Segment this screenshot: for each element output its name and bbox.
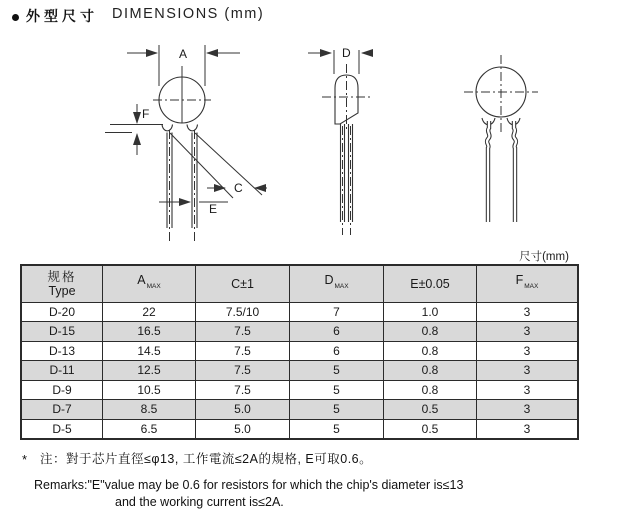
- col-header-3: $D_{MAX}$: [290, 265, 384, 302]
- dim-label-a: A: [179, 47, 188, 61]
- cell-value: 7.5: [196, 361, 290, 381]
- cell-value: 7.5: [196, 380, 290, 400]
- cell-value: 3: [477, 380, 579, 400]
- cell-value: 7: [290, 302, 384, 322]
- cell-value: 5: [290, 380, 384, 400]
- table-row: [21, 400, 578, 420]
- page-title-en: DIMENSIONS (mm): [112, 6, 265, 22]
- cell-value: 5.0: [196, 400, 290, 420]
- dim-label-e: E: [209, 202, 218, 216]
- cell-value: 16.5: [103, 322, 196, 342]
- cell-value: 7.5: [196, 341, 290, 361]
- cell-value: 8.5: [103, 400, 196, 420]
- cell-value: 6.5: [103, 419, 196, 439]
- table-row: [21, 302, 578, 322]
- table-row: [21, 419, 578, 439]
- cell-value: 22: [103, 302, 196, 322]
- remarks-line1: Remarks:"E"value may be 0.6 for resistors for which the chip's diameter is≤13: [34, 478, 464, 492]
- cell-type: D-15: [21, 322, 103, 342]
- col-header-4: E±0.05: [384, 265, 477, 302]
- cell-value: 3: [477, 361, 579, 381]
- cell-value: 6: [290, 322, 384, 342]
- cell-value: 0.8: [384, 322, 477, 342]
- table-row: [21, 322, 578, 342]
- note-chinese: 注：對于芯片直徑≤φ13, 工作電流≤2A的規格, E可取0.6。: [40, 452, 373, 466]
- cell-type: D-20: [21, 302, 103, 322]
- cell-value: 0.8: [384, 380, 477, 400]
- cell-value: 0.5: [384, 400, 477, 420]
- dimensions-table: [20, 264, 579, 440]
- cell-value: 0.5: [384, 419, 477, 439]
- cell-type: D-11: [21, 361, 103, 381]
- cell-value: 3: [477, 302, 579, 322]
- cell-value: 12.5: [103, 361, 196, 381]
- cell-value: 3: [477, 419, 579, 439]
- dim-label-f: F: [142, 107, 150, 121]
- table-unit-label: 尺寸(mm): [519, 251, 569, 263]
- cell-value: 3: [477, 341, 579, 361]
- table-row: [21, 341, 578, 361]
- table-row: [21, 361, 578, 381]
- cell-value: 10.5: [103, 380, 196, 400]
- remarks-line2: and the working current is≤2A.: [115, 495, 284, 509]
- cell-value: 5: [290, 419, 384, 439]
- dim-label-c: C: [234, 181, 243, 195]
- cell-type: D-9: [21, 380, 103, 400]
- cell-type: D-13: [21, 341, 103, 361]
- cell-type: D-5: [21, 419, 103, 439]
- cell-value: 5.0: [196, 419, 290, 439]
- bullet-icon: [12, 14, 19, 21]
- cell-value: 7.5/10: [196, 302, 290, 322]
- front-view-drawing: [95, 36, 305, 248]
- note-asterisk: *: [22, 452, 28, 467]
- dim-label-d: D: [342, 46, 351, 60]
- cell-value: 3: [477, 322, 579, 342]
- cell-value: 0.8: [384, 361, 477, 381]
- cell-value: 5: [290, 400, 384, 420]
- kinked-lead-view-drawing: [437, 36, 597, 248]
- col-header-1: $A_{MAX}$: [103, 265, 196, 302]
- col-header-0: 规格 Type: [21, 265, 103, 302]
- side-view-drawing: [300, 36, 410, 248]
- cell-type: D-7: [21, 400, 103, 420]
- cell-value: 3: [477, 400, 579, 420]
- cell-value: 5: [290, 361, 384, 381]
- cell-value: 6: [290, 341, 384, 361]
- cell-value: 14.5: [103, 341, 196, 361]
- col-header-2: C±1: [196, 265, 290, 302]
- cell-value: 7.5: [196, 322, 290, 342]
- col-header-5: $F_{MAX}$: [477, 265, 579, 302]
- table-row: [21, 380, 578, 400]
- page-title-cjk: 外型尺寸: [26, 8, 98, 24]
- cell-value: 1.0: [384, 302, 477, 322]
- cell-value: 0.8: [384, 341, 477, 361]
